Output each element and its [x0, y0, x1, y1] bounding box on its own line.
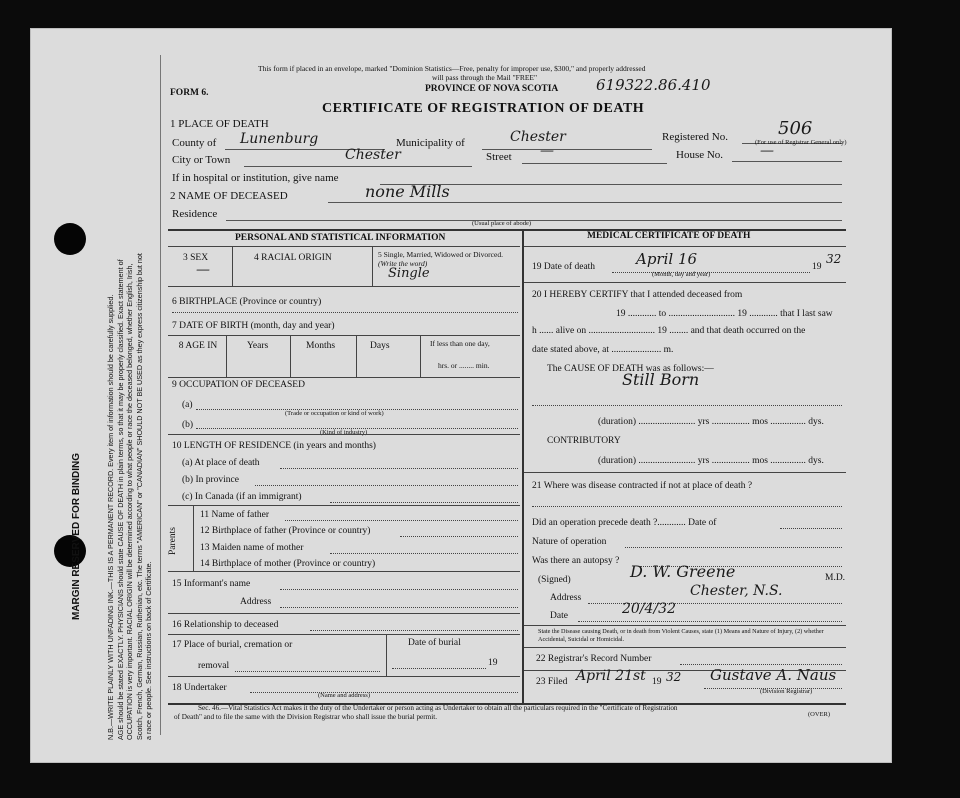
margin-title: MARGIN RESERVED FOR BINDING	[71, 452, 82, 620]
page-title: CERTIFICATE OF REGISTRATION OF DEATH	[322, 101, 645, 116]
occ-b-note: (Kind of industry)	[320, 429, 368, 436]
father-name-label: 11 Name of father	[200, 510, 270, 520]
city-value: Chester	[345, 147, 401, 163]
physician-address-label: Address	[550, 593, 582, 603]
autopsy-label: Was there an autopsy ?	[532, 556, 620, 566]
attendance-from-row: 19 ............ to ............................ 19 ............ that I last saw	[616, 309, 833, 319]
burial-label: 17 Place of burial, cremation or	[172, 640, 293, 650]
death-date-value: April 16	[636, 250, 698, 268]
envelope-note-2: will pass through the Mail "FREE"	[432, 73, 538, 82]
sex-value: —	[196, 262, 210, 278]
contributory-label: CONTRIBUTORY	[547, 436, 621, 446]
nature-label: Nature of operation	[532, 537, 607, 547]
margin-divider	[160, 55, 161, 735]
hrs-min: hrs. or ........ min.	[438, 361, 490, 370]
months-label: Months	[306, 341, 336, 351]
form-number: FORM 6.	[170, 88, 209, 98]
burial-year: 19	[488, 658, 498, 668]
marital-label: 5 Single, Married, Widowed or Divorced.	[378, 250, 503, 259]
duration-row-2: (duration) ........................ yrs ................ mos ............... dys.	[598, 456, 824, 466]
municipality-label: Municipality of	[396, 137, 465, 149]
division-note: (Division Registrar)	[760, 688, 813, 695]
md-label: M.D.	[825, 573, 846, 583]
filed-year: 32	[666, 670, 682, 684]
informant-label: 15 Informant's name	[172, 579, 251, 589]
days-label: Days	[370, 341, 390, 351]
death-year-prefix: 19	[812, 262, 822, 272]
q21-label: 21 Where was disease contracted if not at place of death ?	[532, 481, 753, 491]
street-value: —	[540, 143, 554, 159]
filed-year-prefix: 19	[652, 677, 662, 687]
instruction-line: N.B.—WRITE PLAINLY WITH UNFADING INK.—THIS IS A PERMANENT RECORD. Every item of information should be carefully supplied.	[106, 294, 115, 740]
filed-value: April 21st	[576, 668, 646, 684]
mother-name-label: 13 Maiden name of mother	[200, 543, 304, 553]
medical-heading: MEDICAL CERTIFICATE OF DEATH	[587, 231, 751, 241]
hospital-label: If in hospital or institution, give name	[172, 172, 339, 184]
date-burial-label: Date of burial	[408, 638, 461, 648]
birthplace-label: 6 BIRTHPLACE (Province or country)	[172, 297, 322, 307]
abode-note: (Usual place of abode)	[472, 220, 532, 227]
occ-a-note: (Trade or occupation or kind of work)	[285, 410, 384, 417]
burial-label-2: removal	[198, 661, 230, 671]
house-value: —	[760, 143, 774, 159]
less-than-day: If less than one day,	[430, 339, 490, 348]
undertaker-label: 18 Undertaker	[172, 683, 227, 693]
residence-length-label: 10 LENGTH OF RESIDENCE (in years and months)	[172, 441, 376, 451]
parents-label: Parents	[168, 527, 178, 555]
death-date-label: 19 Date of death	[532, 262, 596, 272]
signed-label: (Signed)	[538, 575, 571, 585]
undertaker-note: (Name and address)	[318, 692, 370, 699]
county-label: County of	[172, 137, 217, 149]
registered-label: Registered No.	[662, 131, 728, 143]
county-value: Lunenburg	[240, 131, 319, 147]
occ-a: (a)	[182, 400, 193, 410]
instruction-line: a race or people. See instructions on back of Certificate.	[144, 561, 153, 740]
mother-birthplace-label: 14 Birthplace of mother (Province or country)	[200, 559, 376, 569]
physician-date-label: Date	[550, 611, 568, 621]
registrar-signature: Gustave A. Naus	[710, 666, 837, 684]
racial-label: 4 RACIAL ORIGIN	[254, 253, 332, 263]
name-value: none Mills	[365, 182, 450, 201]
age-label: 8 AGE IN	[178, 341, 218, 351]
death-date-note: (Month, day and year)	[652, 271, 711, 278]
marital-value: Single	[388, 266, 430, 281]
death-year-value: 32	[826, 252, 842, 266]
personal-heading: PERSONAL AND STATISTICAL INFORMATION	[235, 233, 446, 243]
physician-address-value: Chester, N.S.	[690, 583, 783, 599]
marital-hint: (Write the word)	[378, 259, 428, 268]
cause-value: Still Born	[622, 370, 700, 389]
res-a: (a) At place of death	[182, 458, 260, 468]
province-name: PROVINCE OF NOVA SCOTIA	[425, 84, 559, 94]
footer-note-2: of Death" and to file the same with the Division Registrar who shall issue the burial permit.	[174, 713, 438, 721]
instruction-line: OCCUPATION is very important. RACIAL ORIGIN will be determined according to what people or race the deceased belonged, whether English, Irish,	[125, 263, 134, 740]
certify-line: 20 I HEREBY CERTIFY that I attended deceased from	[532, 290, 743, 300]
cause-label: The CAUSE OF DEATH was as follows:—	[547, 364, 714, 374]
instruction-line: Scotch, French, German, Russian, Ruthenian, etc. The terms "AMERICAN" or "CANADIAN" SHOULD NOT BE USED as they express citizenship but not	[134, 253, 144, 740]
city-label: City or Town	[172, 154, 231, 166]
res-c: (c) In Canada (if an immigrant)	[182, 492, 302, 502]
occupation-label: 9 OCCUPATION OF DECEASED	[172, 380, 305, 390]
father-birthplace-label: 12 Birthplace of father (Province or country)	[200, 526, 371, 536]
instruction-line: AGE should be stated EXACTLY. PHYSICIANS should state CAUSE OF DEATH in plain terms, so that it may be properly classified. Exact statement of	[115, 259, 125, 740]
registered-value: 506	[778, 118, 813, 139]
house-label: House No.	[676, 149, 724, 161]
footer-note: Sec. 46.—Vital Statistics Act makes it the duty of the Undertaker or person acting as Undertaker to obtain all the particulars required in the "Certificate of Registration	[198, 704, 678, 712]
relationship-label: 16 Relationship to deceased	[172, 620, 279, 630]
occ-b: (b)	[182, 420, 194, 430]
date-stated-row: date stated above, at ..................... m.	[532, 345, 674, 355]
place-heading: 1 PLACE OF DEATH	[170, 118, 269, 130]
physician-date-value: 20/4/32	[622, 601, 676, 617]
res-b: (b) In province	[182, 475, 239, 485]
registrar-note: (For use of Registrar General only)	[755, 139, 847, 146]
years-label: Years	[247, 341, 269, 351]
municipality-value: Chester	[510, 129, 566, 145]
residence-label: Residence	[172, 208, 218, 220]
filed-label: 23 Filed	[536, 677, 568, 687]
sex-label: 3 SEX	[183, 253, 209, 263]
binding-margin-instructions	[70, 60, 154, 760]
operation-label: Did an operation precede death ?............ Date of	[532, 518, 717, 528]
envelope-note: This form if placed in an envelope, marked "Dominion Statistics—Free, penalty for improper use, $300," and properly addressed	[258, 64, 646, 73]
record-number-label: 22 Registrar's Record Number	[536, 654, 652, 664]
street-label: Street	[486, 151, 512, 163]
file-number: 619322.86.410	[596, 76, 711, 94]
dob-label: 7 DATE OF BIRTH (month, day and year)	[172, 321, 335, 331]
physician-signature: D. W. Greene	[630, 562, 736, 581]
over-label: (OVER)	[808, 711, 831, 718]
name-label: 2 NAME OF DECEASED	[170, 190, 288, 202]
duration-row-1: (duration) ........................ yrs ................ mos ............... dys.	[598, 417, 824, 427]
alive-row: h ...... alive on ............................ 19 ........ and that death occurred on the	[532, 326, 806, 336]
disease-note: State the Disease causing Death, or in death from Violent Causes, state (1) Means and Nature of Injury, (2) whether Accidental, Suicidal or Homicidal.	[538, 628, 824, 643]
informant-address-label: Address	[240, 597, 272, 607]
